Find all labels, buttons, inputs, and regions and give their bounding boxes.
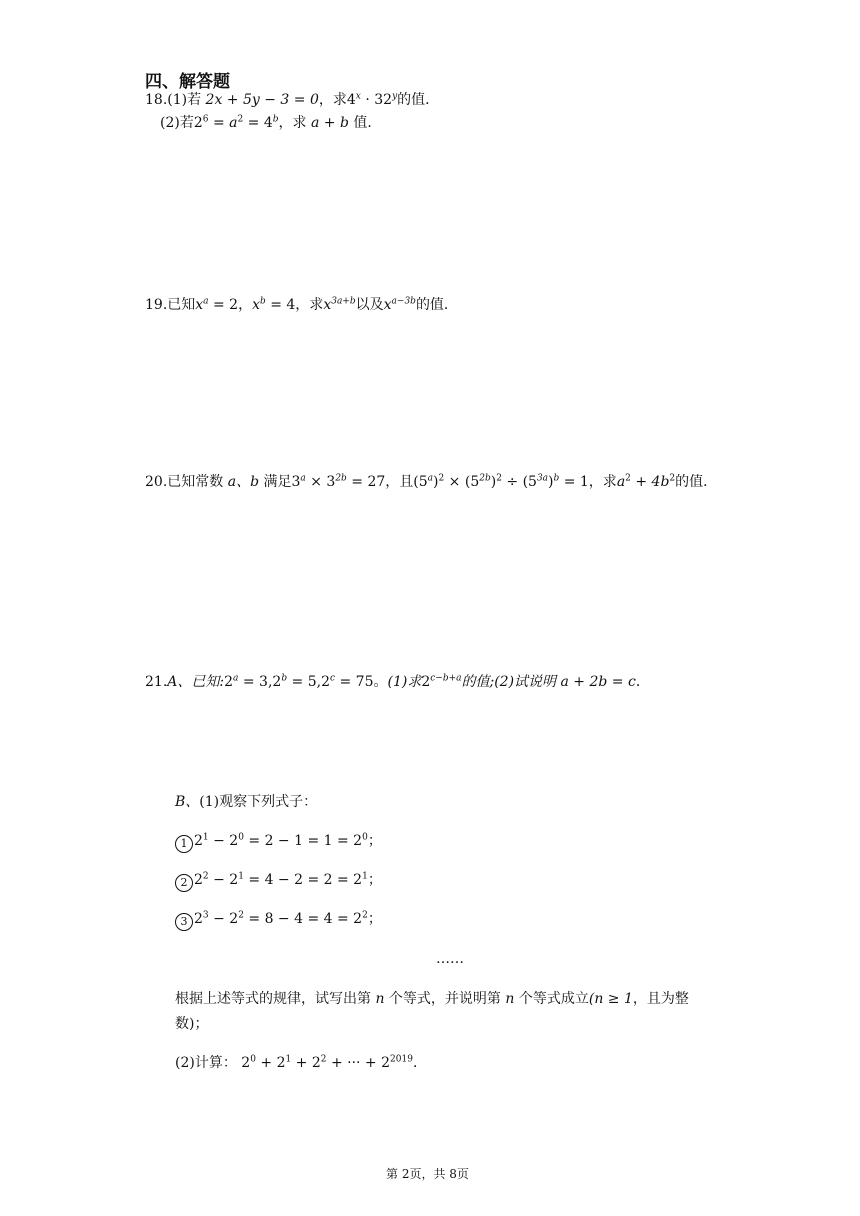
question-number: 20. — [145, 474, 168, 490]
circled-number: 1 — [175, 835, 193, 853]
circled-number: 3 — [175, 913, 193, 931]
question-18-part-2: (2)若$2^6 = a^2 = 4^b$，求 a + b 值． — [160, 114, 382, 131]
question-21-part-a: 21.A、已知$:2^a = 3,2^b = 5,2^c = 75$。(1)求$2^{c-b+a}$的值;(2)试说明 a + 2b = c． — [145, 673, 650, 690]
equation-row-3: 3 $2^3 - 2^2 = 8 - 4 = 4 = 2^2$； — [175, 910, 382, 931]
equation-row-1: 1 $2^1 - 2^0 = 2 - 1 = 1 = 2^0$； — [175, 832, 382, 853]
question-number: 21. — [145, 674, 168, 690]
question-18-part-1: 18.(1)若 2x + 5y − 3 = 0，求$4^x \cdot 32^y$的值． — [145, 91, 440, 108]
ellipsis: …… — [436, 951, 464, 967]
rule-text-line-2: 数)； — [175, 1016, 209, 1032]
equation-row-2: 2 $2^2 - 2^1 = 4 - 2 = 2 = 2^1$； — [175, 871, 382, 892]
rule-text-line-1: 根据上述等式的规律，试写出第 n 个等式，并说明第 n 个等式成立(n ≥ 1，且为整 — [175, 991, 689, 1007]
page-footer: 第 2页，共 8页 — [386, 1167, 469, 1181]
question-19: 19.已知$x^a = 2$，$x^b = 4$，求$x^{3a+b}$以及$x^{a-3b}$的值． — [145, 296, 458, 313]
section-title: 四、解答题 — [145, 72, 230, 92]
question-20: 20.已知常数 a、b 满足$3^a \times 3^{2b} = 27$，且$(5^a)^2 \times (5^{2b})^2 \div (5^{3a})^b = 1$，求$a^2 + 4b^2$的值． — [145, 473, 718, 490]
circled-number: 2 — [175, 874, 193, 892]
calculation-question: (2)计算： $2^0 + 2^1 + 2^2$ + ··· + $2^{2019}$． — [175, 1054, 427, 1071]
question-number: 19. — [145, 297, 168, 313]
question-number: 18. — [145, 92, 168, 108]
question-21-part-b-intro: B、(1)观察下列式子： — [175, 794, 318, 810]
